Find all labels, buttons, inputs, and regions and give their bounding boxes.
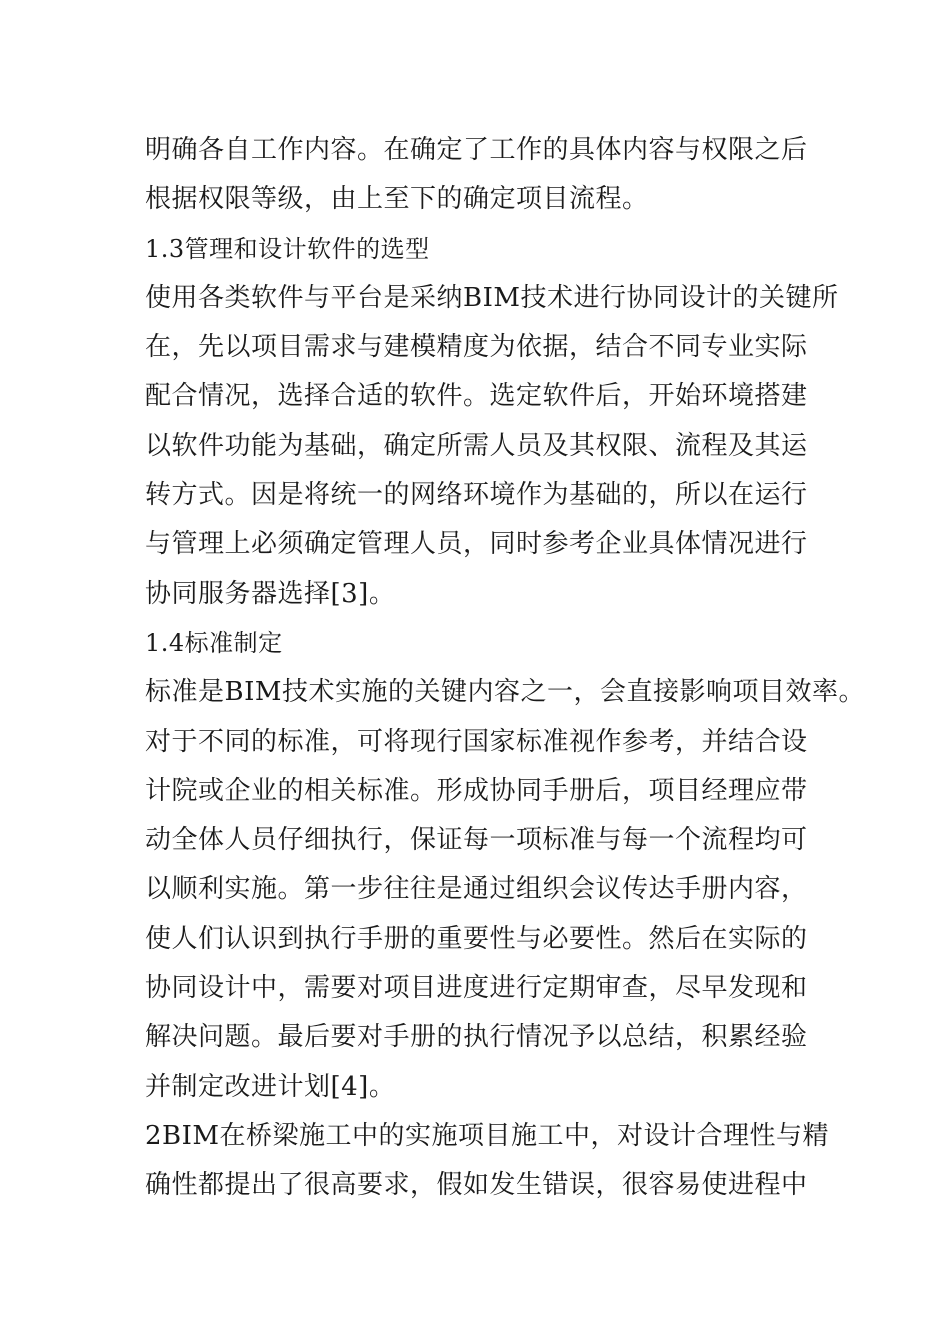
section-heading-1-4: 1.4标准制定: [145, 628, 283, 657]
text-line: 解决问题。最后要对手册的执行情况予以总结，积累经验: [145, 1022, 808, 1053]
text-line: 转方式。因是将统一的网络环境作为基础的，所以在运行: [145, 480, 808, 511]
text-line: 在，先以项目需求与建模精度为依据，结合不同专业实际: [145, 332, 808, 363]
text-line: 计院或企业的相关标准。形成协同手册后，项目经理应带: [145, 775, 808, 806]
text-line: 2BIM在桥梁施工中的实施项目施工中，对设计合理性与精: [145, 1120, 830, 1151]
text-line: 以软件功能为基础，确定所需人员及其权限、流程及其运: [145, 430, 808, 461]
section-heading-1-3: 1.3管理和设计软件的选型: [145, 234, 430, 263]
text-line: 以顺利实施。第一步往往是通过组织会议传达手册内容，: [145, 874, 808, 905]
text-line: 与管理上必须确定管理人员，同时参考企业具体情况进行: [145, 529, 808, 560]
text-line: 协同服务器选择[3]。: [145, 578, 396, 609]
text-line: 并制定改进计划[4]。: [145, 1071, 396, 1102]
text-line: 对于不同的标准，可将现行国家标准视作参考，并结合设: [145, 726, 808, 757]
text-line: 标准是BIM技术实施的关键内容之一，会直接影响项目效率。: [145, 677, 865, 708]
text-line: 根据权限等级，由上至下的确定项目流程。: [145, 184, 649, 215]
text-line: 明确各自工作内容。在确定了工作的具体内容与权限之后: [145, 135, 808, 165]
document-body: [145, 126, 865, 1211]
text-line: 确性都提出了很高要求，假如发生错误，很容易使进程中: [145, 1170, 808, 1201]
text-line: 使人们认识到执行手册的重要性与必要性。然后在实际的: [145, 923, 808, 954]
text-line: 协同设计中，需要对项目进度进行定期审查，尽早发现和: [145, 973, 808, 1004]
text-line: 动全体人员仔细执行，保证每一项标准与每一个流程均可: [145, 825, 808, 856]
text-line: 配合情况，选择合适的软件。选定软件后，开始环境搭建: [145, 381, 808, 412]
text-line: 使用各类软件与平台是采纳BIM技术进行协同设计的关键所: [145, 282, 839, 313]
